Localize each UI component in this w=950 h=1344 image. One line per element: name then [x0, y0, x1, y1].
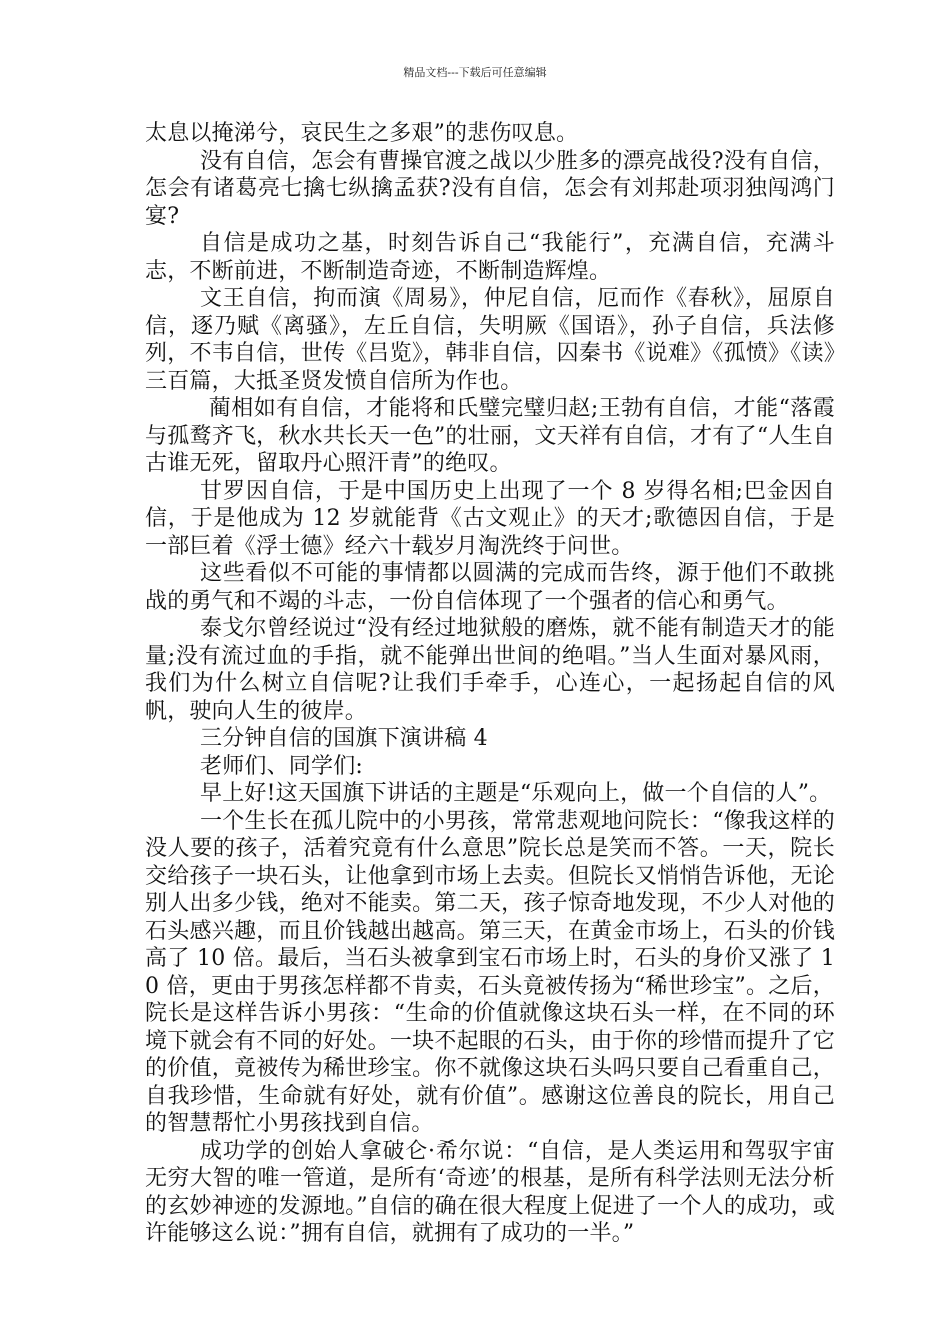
paragraph: 一个生长在孤儿院中的小男孩，常常悲观地问院长：“像我这样的没人要的孩子，活着究竟有什么意思”院长总是笑而不答。一天，院长交给孩子一块石头，让他拿到市场上去卖。但院长又悄悄告诉他，无论别人出多少钱，绝对不能卖。第二天，孩子惊奇地发现，不少人对他的石头感兴趣，而且价钱越出越高。第三天，在黄金市场上，石头的价钱高了 10 倍。最后，当石头被拿到宝石市场上时，石头的身价又涨了 10 倍，更由于男孩怎样都不肯卖，石头竟被传扬为“稀世珍宝”。之后，院长是这样告诉小男孩：“生命的价值就像这块石头一样，在不同的环境下就会有不同的好处。一块不起眼的石头，由于你的珍惜而提升了它的价值，竟被传为稀世珍宝。你不就像这块石头吗只要自己看重自己，自我珍惜，生命就有好处，就有价值”。感谢这位善良的院长，用自己的智慧帮忙小男孩找到自信。 — [145, 808, 835, 1136]
paragraph: 蔺相如有自信，才能将和氏璧完璧归赵;王勃有自信，才能“落霞与孤鹜齐飞，秋水共长天一色”的壮丽，文天祥有自信，才有了“人生自古谁无死，留取丹心照汗青”的绝叹。 — [145, 396, 835, 476]
paragraph: 太息以掩涕兮，哀民生之多艰”的悲伤叹息。 — [145, 121, 579, 146]
paragraph: 甘罗因自信，于是中国历史上出现了一个 8 岁得名相;巴金因自信，于是他成为 12 岁就能背《古文观止》的天才;歌德因自信，于是一部巨着《浮士德》经六十载岁月淘洗终于问世。 — [145, 478, 835, 559]
paragraph: 文王自信，拘而演《周易》，仲尼自信，厄而作《春秋》，屈原自信，逐乃赋《离骚》，左丘自信，失明厥《国语》，孙子自信，兵法修列，不韦自信，世传《吕览》，韩非自信，囚秦书《说难》《孤愤》《读》三百篇，大抵圣贤发愤自信所为作也。 — [145, 286, 835, 394]
salutation: 老师们、同学们: — [200, 753, 364, 779]
paragraph: 泰戈尔曾经说过“没有经过地狱般的磨炼，就不能有制造天才的能量;没有流过血的手指，就不能弹出世间的绝唱。”当人生面对暴风雨，我们为什么树立自信呢?让我们手牵手，心连心，一起扬起自信的风帆，驶向人生的彼岸。 — [145, 616, 835, 724]
page-header: 精品文档---下载后可任意编辑 — [403, 66, 547, 79]
paragraph: 早上好!这天国旗下讲话的主题是“乐观向上，做一个自信的人”。 — [200, 781, 832, 806]
paragraph: 成功学的创始人拿破仑·希尔说：“自信，是人类运用和驾驭宇宙无穷大智的唯一管道，是所有‘奇迹’的根基，是所有科学法则无法分析的玄妙神迹的发源地。”自信的确在很大程度上促进了一个人的成功，或许能够这么说：”拥有自信，就拥有了成功的一半。” — [145, 1138, 835, 1246]
section-heading: 三分钟自信的国旗下演讲稿 4 — [200, 726, 488, 751]
paragraph: 自信是成功之基，时刻告诉自己“我能行”，充满自信，充满斗志，不断前进，不断制造奇迹，不断制造辉煌。 — [145, 231, 835, 284]
document-body — [145, 120, 835, 1248]
paragraph: 没有自信，怎会有曹操官渡之战以少胜多的漂亮战役?没有自信，怎会有诸葛亮七擒七纵擒孟获?没有自信，怎会有刘邦赴项羽独闯鸿门宴? — [145, 148, 835, 229]
paragraph: 这些看似不可能的事情都以圆满的完成而告终，源于他们不敢挑战的勇气和不竭的斗志，一份自信体现了一个强者的信心和勇气。 — [145, 561, 835, 614]
